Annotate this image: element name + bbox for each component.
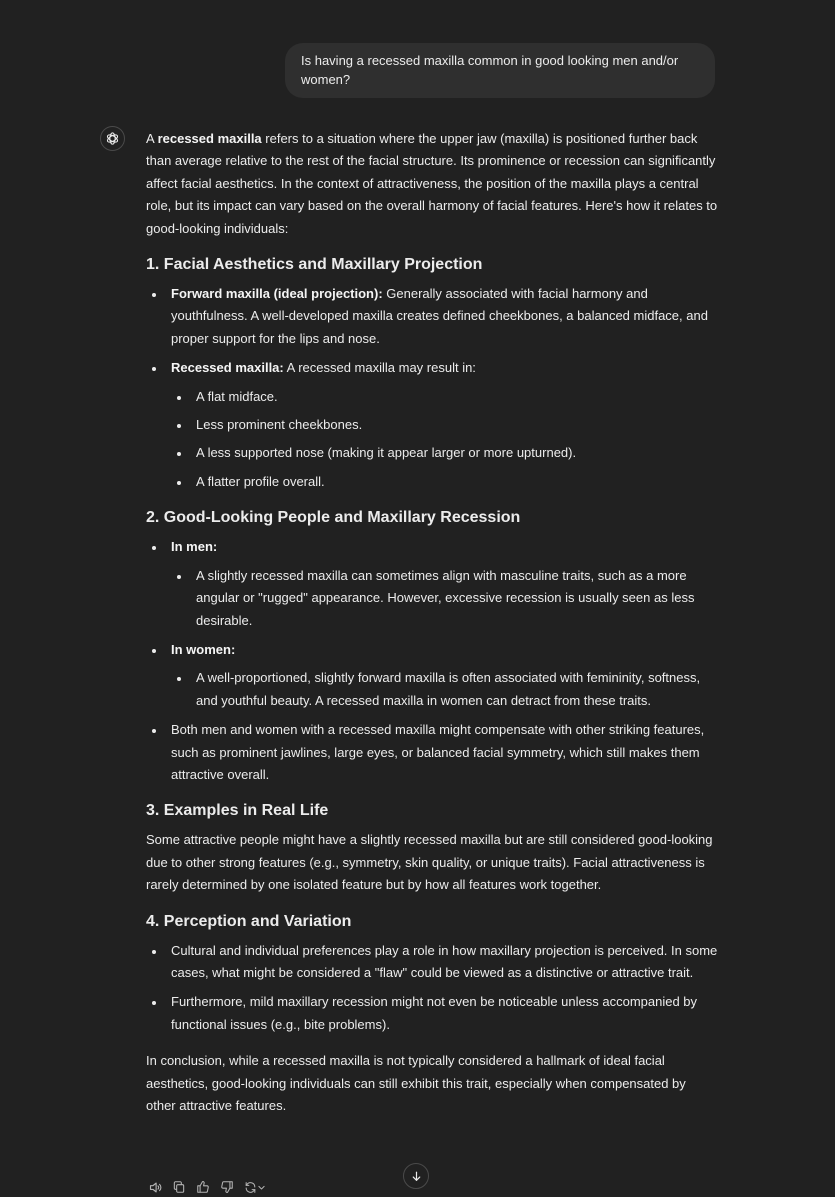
thumbs-up-icon[interactable]: [194, 1178, 212, 1196]
chevron-down-icon: [257, 1183, 266, 1192]
section-2-list: [146, 536, 718, 786]
list-item: Both men and women with a recessed maxilla might compensate with other striking features, such as prominent jawlines, large eyes, or balanced facial symmetry, which still makes them attractive overall.: [146, 719, 718, 786]
sub-list: [171, 565, 718, 632]
sub-list-item: A flatter profile overall.: [171, 471, 718, 493]
read-aloud-icon[interactable]: [146, 1178, 164, 1196]
sub-list-item: A slightly recessed maxilla can sometimes align with masculine traits, such as a more angular or "rugged" appearance. However, excessive recession is usually seen as less desirable.: [171, 565, 718, 632]
section-3-paragraph: Some attractive people might have a slightly recessed maxilla but are still considered good-looking due to other strong features (e.g., symmetry, skin quality, or unique traits). Facial attractiveness is rarely determined by one isolated feature but by how all features work together.: [146, 832, 713, 893]
list-item: Cultural and individual preferences play a role in how maxillary projection is perceived. In some cases, what might be considered a "flaw" could be viewed as a distinctive or attractive trait.: [146, 940, 718, 985]
section-heading-3: 3. Examples in Real Life: [146, 802, 329, 820]
assistant-avatar: [100, 126, 125, 151]
intro-paragraph: A recessed maxilla refers to a situation where the upper jaw (maxilla) is positioned further back than average relative to the rest of the facial structure. Its prominence or recession can significantly affect facial aesthetics. In the context of attractiveness, the position of the maxilla plays a central role, but its impact can vary based on the overall harmony of facial features. Here's how it relates to good-looking individuals:: [146, 131, 718, 236]
list-item: Forward maxilla (ideal projection): Generally associated with facial harmony and youthfulness. A well-developed maxilla creates defined cheekbones, a balanced midface, and proper support for the lips and nose.: [146, 283, 718, 350]
arrow-down-icon: [410, 1170, 423, 1183]
regenerate-icon[interactable]: [242, 1178, 268, 1196]
sub-list-item: A flat midface.: [171, 386, 718, 408]
intro-bold-term: recessed maxilla: [157, 131, 262, 146]
sub-list-item: A well-proportioned, slightly forward maxilla is often associated with femininity, softness, and youthful beauty. A recessed maxilla in women can detract from these traits.: [171, 667, 718, 712]
list-item: Recessed maxilla: A recessed maxilla may result in: A flat midface. Less prominent cheekbones. A less supported nose (making it appear larger or more upturned). A flatter profile overall.: [146, 357, 718, 493]
openai-logo-icon: [105, 131, 120, 146]
sub-list-item: Less prominent cheekbones.: [171, 414, 718, 436]
assistant-message: [146, 128, 718, 1117]
section-heading-1: 1. Facial Aesthetics and Maxillary Projection: [146, 256, 483, 274]
user-message-bubble: [285, 43, 715, 98]
sub-list: [171, 667, 718, 712]
copy-icon[interactable]: [170, 1178, 188, 1196]
scroll-to-bottom-button[interactable]: [403, 1163, 429, 1189]
section-heading-2: 2. Good-Looking People and Maxillary Recession: [146, 509, 521, 527]
message-actions-toolbar: [146, 1178, 268, 1196]
list-item: In women: A well-proportioned, slightly forward maxilla is often associated with femininity, softness, and youthful beauty. A recessed maxilla in women can detract from these traits.: [146, 639, 718, 712]
conclusion-paragraph: In conclusion, while a recessed maxilla is not typically considered a hallmark of ideal facial aesthetics, good-looking individuals can still exhibit this trait, especially when compensated by other attractive features.: [146, 1053, 686, 1113]
section-4-list: [146, 940, 718, 1037]
user-message-text: Is having a recessed maxilla common in good looking men and/or women?: [301, 53, 679, 87]
section-1-list: [146, 283, 718, 493]
sub-list-item: A less supported nose (making it appear larger or more upturned).: [171, 442, 718, 464]
section-heading-4: 4. Perception and Variation: [146, 912, 352, 930]
list-item: In men: A slightly recessed maxilla can sometimes align with masculine traits, such as a more angular or "rugged" appearance. However, excessive recession is usually seen as less desirable.: [146, 536, 718, 632]
thumbs-down-icon[interactable]: [218, 1178, 236, 1196]
sub-list: [171, 386, 718, 494]
list-item: Furthermore, mild maxillary recession might not even be noticeable unless accompanied by functional issues (e.g., bite problems).: [146, 991, 718, 1036]
